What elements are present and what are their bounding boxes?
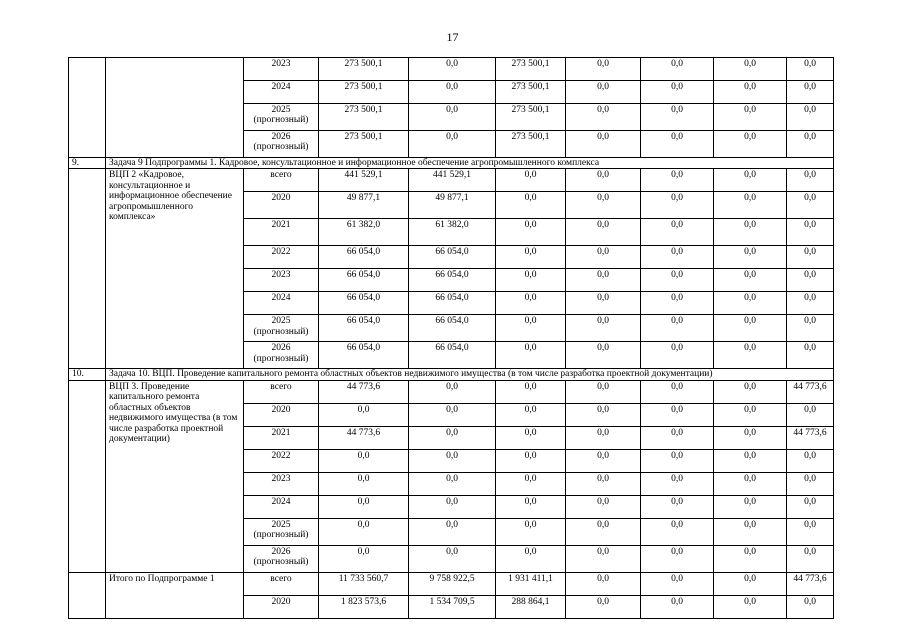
value-cell: 0,0 bbox=[641, 495, 714, 518]
value-cell: 66 054,0 bbox=[319, 342, 409, 369]
row-index-cell bbox=[69, 572, 106, 618]
year-cell bbox=[244, 426, 319, 449]
value-cell: 441 529,1 bbox=[409, 169, 496, 192]
forecast-note: (прогнозный) bbox=[253, 353, 309, 364]
value-cell: 0,0 bbox=[787, 595, 834, 618]
value-cell: 0,0 bbox=[641, 380, 714, 403]
value-cell: 0,0 bbox=[714, 104, 787, 131]
value-cell: 0,0 bbox=[566, 403, 641, 426]
value-cell: 0,0 bbox=[566, 472, 641, 495]
value-cell: 0,0 bbox=[409, 472, 496, 495]
value-cell: 0,0 bbox=[496, 472, 566, 495]
year-label: всего bbox=[270, 170, 292, 181]
value-cell: 0,0 bbox=[409, 545, 496, 572]
value-cell: 441 529,1 bbox=[319, 169, 409, 192]
value-cell: 0,0 bbox=[409, 495, 496, 518]
value-cell: 66 054,0 bbox=[319, 269, 409, 292]
year-label: 2021 bbox=[271, 427, 291, 438]
value-cell: 0,0 bbox=[641, 518, 714, 545]
year-cell bbox=[244, 403, 319, 426]
value-cell: 0,0 bbox=[641, 104, 714, 131]
year-cell bbox=[244, 246, 319, 269]
value-cell: 49 877,1 bbox=[319, 192, 409, 219]
value-cell: 0,0 bbox=[714, 131, 787, 158]
task-number: 10. bbox=[69, 369, 106, 380]
year-cell bbox=[244, 315, 319, 342]
value-cell: 61 382,0 bbox=[319, 219, 409, 246]
value-cell: 0,0 bbox=[641, 292, 714, 315]
year-cell bbox=[244, 104, 319, 131]
value-cell: 0,0 bbox=[566, 342, 641, 369]
value-cell: 0,0 bbox=[641, 131, 714, 158]
value-cell: 44 773,6 bbox=[319, 426, 409, 449]
year-label: 2025 bbox=[271, 105, 291, 115]
value-cell: 44 773,6 bbox=[787, 380, 834, 403]
year-cell bbox=[244, 342, 319, 369]
value-cell: 0,0 bbox=[566, 58, 641, 81]
value-cell: 0,0 bbox=[566, 426, 641, 449]
value-cell: 0,0 bbox=[787, 131, 834, 158]
year-label: 2023 bbox=[271, 270, 291, 281]
value-cell: 273 500,1 bbox=[496, 104, 566, 131]
value-cell: 0,0 bbox=[496, 380, 566, 403]
value-cell: 0,0 bbox=[714, 192, 787, 219]
year-cell bbox=[244, 269, 319, 292]
value-cell: 0,0 bbox=[714, 495, 787, 518]
year-label: 2024 bbox=[271, 496, 291, 507]
value-cell: 0,0 bbox=[641, 219, 714, 246]
year-cell bbox=[244, 292, 319, 315]
value-cell: 0,0 bbox=[409, 380, 496, 403]
forecast-note: (прогнозный) bbox=[253, 557, 309, 568]
year-label: 2020 bbox=[271, 596, 291, 607]
value-cell: 273 500,1 bbox=[319, 58, 409, 81]
value-cell: 66 054,0 bbox=[319, 292, 409, 315]
program-name bbox=[106, 58, 244, 158]
forecast-note: (прогнозный) bbox=[253, 326, 309, 337]
year-label: 2024 bbox=[271, 82, 291, 92]
row-index-cell bbox=[69, 58, 106, 158]
value-cell: 0,0 bbox=[787, 292, 834, 315]
value-cell: 9 758 922,5 bbox=[409, 572, 496, 595]
value-cell: 0,0 bbox=[409, 104, 496, 131]
table-row bbox=[69, 380, 834, 403]
task-title: Задача 10. ВЦП. Проведение капитального ремонта областных объектов недвижимого имущества (в том числе разработка проектной документации) bbox=[106, 369, 834, 380]
year-label: 2020 bbox=[271, 404, 291, 415]
value-cell: 0,0 bbox=[641, 269, 714, 292]
year-label: 2025 bbox=[271, 519, 291, 530]
value-cell: 0,0 bbox=[566, 81, 641, 104]
value-cell: 0,0 bbox=[714, 518, 787, 545]
value-cell: 0,0 bbox=[319, 518, 409, 545]
value-cell: 0,0 bbox=[714, 449, 787, 472]
budget-table bbox=[68, 57, 834, 619]
year-label: 2026 bbox=[271, 546, 291, 557]
table-row bbox=[69, 58, 834, 81]
value-cell: 0,0 bbox=[319, 545, 409, 572]
value-cell: 0,0 bbox=[566, 495, 641, 518]
value-cell: 0,0 bbox=[787, 58, 834, 81]
value-cell: 0,0 bbox=[714, 403, 787, 426]
value-cell: 0,0 bbox=[409, 81, 496, 104]
year-label: 2024 bbox=[271, 293, 291, 304]
value-cell: 273 500,1 bbox=[319, 104, 409, 131]
value-cell: 0,0 bbox=[641, 246, 714, 269]
value-cell: 0,0 bbox=[496, 545, 566, 572]
value-cell: 0,0 bbox=[787, 403, 834, 426]
value-cell: 288 864,1 bbox=[496, 595, 566, 618]
value-cell: 0,0 bbox=[787, 545, 834, 572]
value-cell: 0,0 bbox=[714, 472, 787, 495]
value-cell: 0,0 bbox=[566, 219, 641, 246]
value-cell: 0,0 bbox=[566, 595, 641, 618]
value-cell: 44 773,6 bbox=[787, 572, 834, 595]
value-cell: 0,0 bbox=[566, 131, 641, 158]
year-cell bbox=[244, 495, 319, 518]
value-cell: 0,0 bbox=[566, 104, 641, 131]
value-cell: 0,0 bbox=[496, 342, 566, 369]
year-label: 2022 bbox=[271, 247, 291, 258]
value-cell: 0,0 bbox=[787, 342, 834, 369]
value-cell: 0,0 bbox=[496, 315, 566, 342]
value-cell: 0,0 bbox=[714, 81, 787, 104]
value-cell: 0,0 bbox=[714, 380, 787, 403]
value-cell: 0,0 bbox=[641, 315, 714, 342]
program-name: ВЦП 2 «Кадровое, консультационное и информационное обеспечение агропромышленного комплекса» bbox=[106, 169, 244, 369]
value-cell: 0,0 bbox=[714, 545, 787, 572]
value-cell: 0,0 bbox=[641, 342, 714, 369]
value-cell: 0,0 bbox=[787, 246, 834, 269]
value-cell: 0,0 bbox=[787, 269, 834, 292]
value-cell: 0,0 bbox=[787, 219, 834, 246]
forecast-note: (прогнозный) bbox=[253, 115, 309, 126]
value-cell: 66 054,0 bbox=[409, 292, 496, 315]
forecast-note: (прогнозный) bbox=[253, 530, 309, 541]
value-cell: 0,0 bbox=[714, 58, 787, 81]
value-cell: 44 773,6 bbox=[319, 380, 409, 403]
value-cell: 0,0 bbox=[787, 104, 834, 131]
value-cell: 0,0 bbox=[714, 595, 787, 618]
value-cell: 0,0 bbox=[641, 472, 714, 495]
year-label: 2026 bbox=[271, 132, 291, 142]
value-cell: 0,0 bbox=[714, 572, 787, 595]
year-cell bbox=[244, 192, 319, 219]
value-cell: 0,0 bbox=[566, 192, 641, 219]
task-header-row bbox=[69, 158, 834, 169]
year-cell bbox=[244, 572, 319, 595]
year-cell bbox=[244, 595, 319, 618]
value-cell: 0,0 bbox=[714, 169, 787, 192]
value-cell: 0,0 bbox=[409, 58, 496, 81]
value-cell: 0,0 bbox=[409, 426, 496, 449]
value-cell: 66 054,0 bbox=[319, 246, 409, 269]
value-cell: 0,0 bbox=[714, 246, 787, 269]
value-cell: 0,0 bbox=[566, 292, 641, 315]
value-cell: 0,0 bbox=[787, 81, 834, 104]
value-cell: 0,0 bbox=[566, 169, 641, 192]
year-cell bbox=[244, 472, 319, 495]
value-cell: 0,0 bbox=[409, 449, 496, 472]
value-cell: 49 877,1 bbox=[409, 192, 496, 219]
value-cell: 0,0 bbox=[566, 449, 641, 472]
value-cell: 273 500,1 bbox=[496, 81, 566, 104]
value-cell: 0,0 bbox=[641, 449, 714, 472]
value-cell: 0,0 bbox=[566, 518, 641, 545]
year-label: 2026 bbox=[271, 343, 291, 354]
task-number: 9. bbox=[69, 158, 106, 169]
value-cell: 0,0 bbox=[319, 495, 409, 518]
value-cell: 0,0 bbox=[496, 426, 566, 449]
value-cell: 44 773,6 bbox=[787, 426, 834, 449]
value-cell: 0,0 bbox=[787, 449, 834, 472]
value-cell: 0,0 bbox=[566, 246, 641, 269]
value-cell: 0,0 bbox=[641, 81, 714, 104]
year-label: 2025 bbox=[271, 316, 291, 327]
value-cell: 0,0 bbox=[566, 380, 641, 403]
value-cell: 0,0 bbox=[714, 342, 787, 369]
year-cell bbox=[244, 545, 319, 572]
year-label: всего bbox=[270, 573, 292, 584]
value-cell: 0,0 bbox=[496, 518, 566, 545]
value-cell: 66 054,0 bbox=[409, 246, 496, 269]
value-cell: 0,0 bbox=[641, 403, 714, 426]
year-cell bbox=[244, 81, 319, 104]
year-label: 2023 bbox=[271, 473, 291, 484]
value-cell: 66 054,0 bbox=[409, 342, 496, 369]
year-label: всего bbox=[270, 381, 292, 392]
value-cell: 0,0 bbox=[714, 292, 787, 315]
value-cell: 0,0 bbox=[409, 131, 496, 158]
value-cell: 0,0 bbox=[496, 246, 566, 269]
row-index-cell bbox=[69, 169, 106, 369]
value-cell: 0,0 bbox=[319, 449, 409, 472]
value-cell: 61 382,0 bbox=[409, 219, 496, 246]
value-cell: 0,0 bbox=[566, 315, 641, 342]
year-cell bbox=[244, 131, 319, 158]
year-cell bbox=[244, 518, 319, 545]
task-title: Задача 9 Подпрограммы 1. Кадровое, консультационное и информационное обеспечение агропромышленного комплекса bbox=[106, 158, 834, 169]
value-cell: 66 054,0 bbox=[409, 315, 496, 342]
value-cell: 1 931 411,1 bbox=[496, 572, 566, 595]
value-cell: 0,0 bbox=[566, 572, 641, 595]
value-cell: 0,0 bbox=[641, 545, 714, 572]
value-cell: 0,0 bbox=[566, 545, 641, 572]
value-cell: 0,0 bbox=[714, 315, 787, 342]
value-cell: 0,0 bbox=[496, 192, 566, 219]
value-cell: 0,0 bbox=[787, 315, 834, 342]
value-cell: 0,0 bbox=[409, 403, 496, 426]
value-cell: 0,0 bbox=[641, 572, 714, 595]
value-cell: 273 500,1 bbox=[496, 131, 566, 158]
year-cell bbox=[244, 219, 319, 246]
value-cell: 0,0 bbox=[714, 269, 787, 292]
year-label: 2022 bbox=[271, 450, 291, 461]
table-row bbox=[69, 572, 834, 595]
value-cell: 0,0 bbox=[641, 169, 714, 192]
value-cell: 0,0 bbox=[319, 472, 409, 495]
task-header-row bbox=[69, 369, 834, 380]
value-cell: 0,0 bbox=[787, 518, 834, 545]
value-cell: 0,0 bbox=[496, 403, 566, 426]
table-row bbox=[69, 169, 834, 192]
value-cell: 0,0 bbox=[319, 403, 409, 426]
forecast-note: (прогнозный) bbox=[253, 142, 309, 153]
row-index-cell bbox=[69, 380, 106, 572]
page-number: 17 bbox=[446, 30, 459, 44]
program-name: ВЦП 3. Проведение капитального ремонта областных объектов недвижимого имущества (в том числе разработка проектной документации) bbox=[106, 380, 244, 572]
value-cell: 273 500,1 bbox=[319, 81, 409, 104]
year-cell bbox=[244, 169, 319, 192]
value-cell: 0,0 bbox=[714, 426, 787, 449]
value-cell: 0,0 bbox=[496, 495, 566, 518]
value-cell: 1 823 573,6 bbox=[319, 595, 409, 618]
value-cell: 273 500,1 bbox=[496, 58, 566, 81]
value-cell: 0,0 bbox=[496, 449, 566, 472]
value-cell: 0,0 bbox=[641, 58, 714, 81]
value-cell: 66 054,0 bbox=[319, 315, 409, 342]
year-cell bbox=[244, 449, 319, 472]
value-cell: 0,0 bbox=[787, 169, 834, 192]
value-cell: 0,0 bbox=[641, 595, 714, 618]
value-cell: 0,0 bbox=[496, 219, 566, 246]
value-cell: 0,0 bbox=[496, 169, 566, 192]
value-cell: 66 054,0 bbox=[409, 269, 496, 292]
year-label: 2020 bbox=[271, 193, 291, 204]
program-name: Итого по Подпрограмме 1 bbox=[106, 572, 244, 618]
value-cell: 0,0 bbox=[641, 426, 714, 449]
value-cell: 11 733 560,7 bbox=[319, 572, 409, 595]
value-cell: 0,0 bbox=[409, 518, 496, 545]
value-cell: 0,0 bbox=[787, 192, 834, 219]
value-cell: 0,0 bbox=[714, 219, 787, 246]
value-cell: 1 534 709,5 bbox=[409, 595, 496, 618]
year-cell bbox=[244, 58, 319, 81]
value-cell: 0,0 bbox=[496, 292, 566, 315]
year-label: 2023 bbox=[271, 59, 291, 69]
year-label: 2021 bbox=[271, 220, 291, 231]
value-cell: 0,0 bbox=[496, 269, 566, 292]
value-cell: 0,0 bbox=[787, 495, 834, 518]
year-cell bbox=[244, 380, 319, 403]
value-cell: 0,0 bbox=[641, 192, 714, 219]
value-cell: 0,0 bbox=[787, 472, 834, 495]
value-cell: 0,0 bbox=[566, 269, 641, 292]
value-cell: 273 500,1 bbox=[319, 131, 409, 158]
